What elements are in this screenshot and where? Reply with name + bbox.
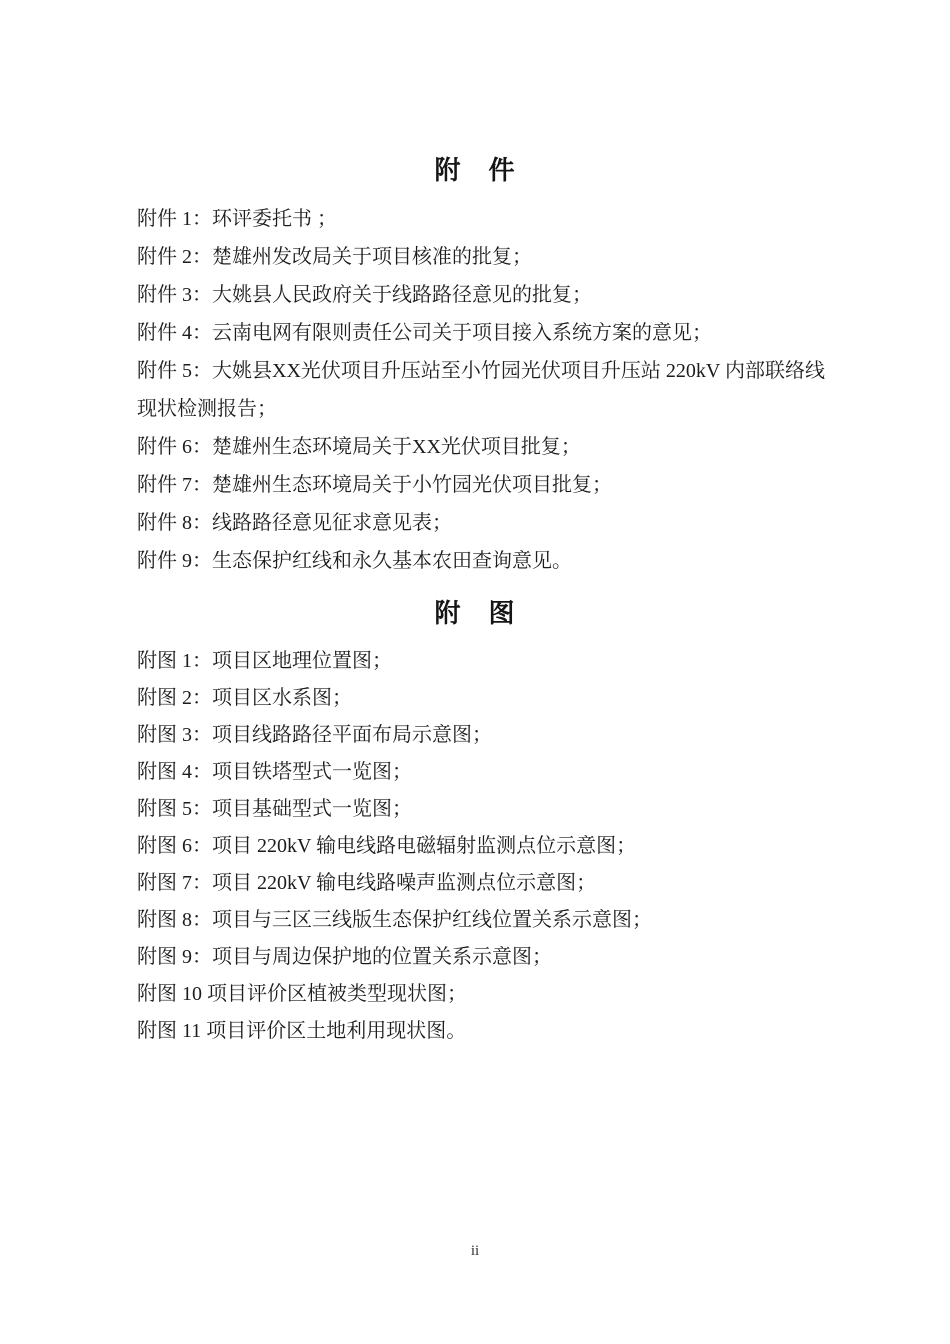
figure-item-4: 附图 4：项目铁塔型式一览图； — [137, 761, 412, 783]
page-number: ii — [470, 1243, 480, 1259]
figure-item-11: 附图 11 项目评价区土地利用现状图。 — [137, 1020, 467, 1042]
attachment-item-5: 附件 5：大姚县XX光伏项目升压站至小竹园光伏项目升压站 220kV 内部联络线 — [137, 360, 825, 382]
figure-item-10: 附图 10 项目评价区植被类型现状图； — [137, 983, 467, 1005]
attachment-item-4: 附件 4：云南电网有限则责任公司关于项目接入系统方案的意见； — [137, 322, 712, 344]
figure-item-8: 附图 8：项目与三区三线版生态保护红线位置关系示意图； — [137, 909, 652, 931]
attachment-item-1: 附件 1：环评委托书 ； — [137, 208, 337, 230]
figure-item-9: 附图 9：项目与周边保护地的位置关系示意图； — [137, 946, 552, 968]
attachment-item-2: 附件 2：楚雄州发改局关于项目核准的批复； — [137, 246, 532, 268]
attachments-section-title: 附 件 — [434, 156, 516, 185]
attachment-item-3: 附件 3：大姚县人民政府关于线路路径意见的批复； — [137, 284, 592, 306]
figure-item-7: 附图 7：项目 220kV 输电线路噪声监测点位示意图； — [137, 872, 597, 894]
attachment-item-6: 附件 6：楚雄州生态环境局关于XX光伏项目批复； — [137, 436, 581, 458]
figure-item-1: 附图 1：项目区地理位置图； — [137, 650, 392, 672]
attachment-item-9: 附件 9：生态保护红线和永久基本农田查询意见。 — [137, 550, 572, 572]
attachment-item-8: 附件 8：线路路径意见征求意见表； — [137, 512, 452, 534]
figure-item-2: 附图 2：项目区水系图； — [137, 687, 352, 709]
figures-section-title: 附 图 — [434, 599, 516, 628]
attachment-item-5-continuation: 现状检测报告； — [137, 398, 277, 420]
figure-item-3: 附图 3：项目线路路径平面布局示意图； — [137, 724, 492, 746]
attachment-item-7: 附件 7：楚雄州生态环境局关于小竹园光伏项目批复； — [137, 474, 612, 496]
figure-item-5: 附图 5：项目基础型式一览图； — [137, 798, 412, 820]
figure-item-6: 附图 6：项目 220kV 输电线路电磁辐射监测点位示意图； — [137, 835, 637, 857]
